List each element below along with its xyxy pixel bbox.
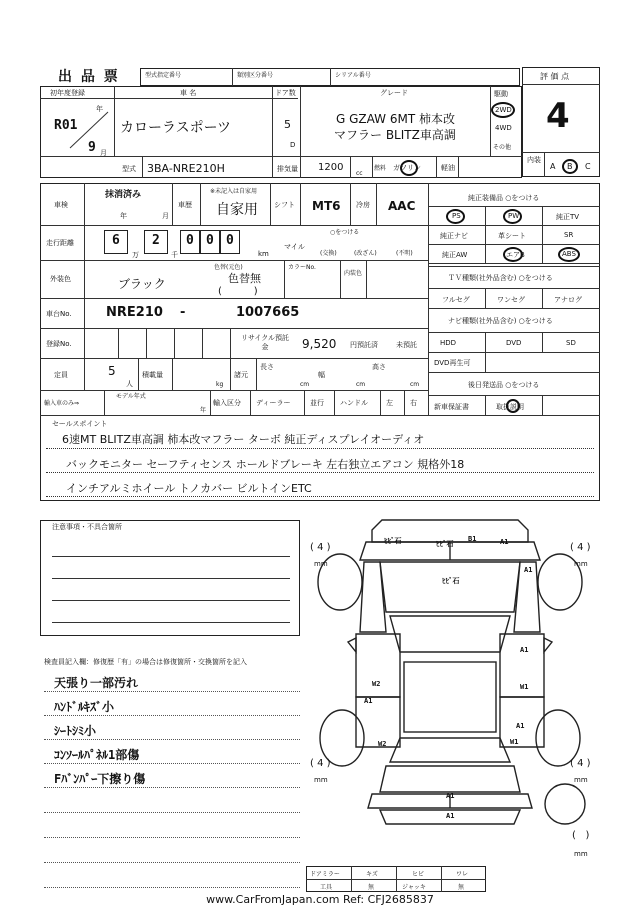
fuel-gasoline: ガソリン: [393, 164, 421, 172]
mark-6: ﾋﾋﾞ石: [442, 577, 460, 585]
tools-header-1: ドアミラー: [310, 871, 340, 878]
mile-unknown: (不明): [396, 250, 413, 257]
mark-3: B1: [468, 535, 477, 543]
color-change-value: 色替無: [228, 272, 261, 285]
tread-rr-unit: mm: [574, 776, 588, 784]
equip-airbag: エアB: [506, 251, 525, 259]
inspection-month-unit: 月: [162, 212, 169, 220]
mile-label: マイル: [284, 243, 305, 251]
mark-10: W1: [520, 683, 529, 691]
navi-title: ナビ種類(社外品含む) ○をつける: [448, 317, 553, 325]
tools-header-4: ワレ: [456, 871, 469, 878]
equip-pw: PW: [508, 212, 520, 220]
recycle-suffix: 円預託済: [350, 341, 378, 349]
equipment-title: 純正装備品 ○をつける: [468, 194, 540, 202]
navi-dvd: DVD: [506, 339, 522, 347]
color-label: 外装色: [50, 275, 71, 283]
chassis-number: 1007665: [236, 305, 300, 320]
note-item-2: ﾊﾝﾄﾞﾙｷｽﾞ小: [54, 700, 115, 714]
grade-line-1: G GZAW 6MT 柿本改: [336, 112, 455, 126]
tv-oneseg: ワンセグ: [497, 296, 525, 304]
load-unit: kg: [216, 381, 224, 388]
import-class-label: 輸入区分: [213, 399, 241, 407]
equip-ps: PS: [452, 212, 461, 220]
mileage-circle-hint: ○をつける: [330, 229, 360, 236]
usage-label: 車歴: [178, 201, 192, 209]
score-label: 評 価 点: [540, 72, 570, 81]
tv-title: ＴＶ種類(社外品含む) ○をつける: [448, 274, 553, 282]
after-manual: 取扱説明: [496, 403, 524, 411]
doors-label: ドア数: [275, 89, 296, 97]
tools-value-4: 無: [458, 884, 465, 891]
note-item-3: ｼｰﾄｼﾐ小: [54, 724, 97, 738]
spare-tread-unit: mm: [574, 850, 588, 858]
dim-length: 長さ: [260, 363, 274, 371]
capacity-unit: 人: [126, 380, 133, 388]
usage-note: ※未記入は自家用: [210, 188, 258, 195]
drive-2wd-circle: [491, 102, 515, 118]
note-item-5: Fﾊﾞﾝﾊﾟｰ下擦り傷: [54, 772, 146, 786]
equip-abs: ABS: [562, 250, 576, 258]
mileage-unit-man: 万: [132, 251, 139, 259]
recycle-value: 9,520: [302, 337, 337, 351]
drive-label: 駆動: [494, 90, 508, 98]
mark-13: W1: [510, 738, 519, 746]
tread-rr: ( 4 ): [570, 758, 591, 769]
chassis-dash: -: [180, 305, 186, 320]
equip-sr: SR: [564, 231, 574, 239]
header-col-2: 類別区分番号: [237, 72, 274, 79]
displacement-value: 1200: [318, 162, 344, 173]
car-name-value: カローラスポーツ: [120, 120, 232, 136]
chassis-label: 車台No.: [46, 310, 72, 318]
equip-navi: 純正ナビ: [440, 232, 468, 240]
dim-length-unit: cm: [300, 381, 310, 388]
aircon-value: AAC: [388, 199, 416, 213]
color-paren: ( ): [218, 286, 258, 297]
import-parallel: 並行: [310, 399, 324, 407]
inspector-label: 検査員記入欄：修復歴「有」の場合は修復箇所・交換箇所を記入: [44, 658, 247, 666]
year-suffix: 年: [96, 105, 103, 113]
mile-tampered: (改ざん): [354, 250, 377, 257]
mark-9: A1: [364, 697, 373, 705]
dim-height: 高さ: [372, 363, 386, 371]
import-right: 右: [410, 399, 417, 407]
tv-analog: アナログ: [554, 296, 582, 304]
aircon-label: 冷房: [356, 201, 370, 209]
fuel-diesel: 軽油: [441, 164, 455, 172]
header-col-3: シリアル番号: [335, 72, 371, 79]
tools-value-3: ジャッキ: [402, 884, 426, 891]
color-no-label: カラーNo.: [288, 264, 316, 271]
tread-fl: ( 4 ): [310, 542, 331, 553]
mark-1: ﾋﾋﾞ石: [384, 537, 402, 545]
shift-value: MT6: [312, 199, 341, 213]
usage-value: 自家用: [216, 202, 258, 218]
fuel-gasoline-circle: [400, 160, 418, 176]
import-left: 左: [386, 399, 393, 407]
equip-aw: 純正AW: [442, 251, 468, 259]
dim-height-unit: cm: [410, 381, 420, 388]
drive-other: その他: [493, 144, 512, 151]
displacement-unit: cc: [356, 170, 363, 177]
doors-d: D: [290, 141, 296, 149]
tread-fr-unit: mm: [574, 560, 588, 568]
load-label: 積載量: [142, 371, 163, 379]
mark-11: W2: [378, 740, 387, 748]
dims-label: 諸元: [234, 371, 248, 379]
mark-7: A1: [520, 646, 529, 654]
doors-value: 5: [284, 118, 291, 131]
month-suffix: 月: [100, 149, 107, 157]
interior-c: C: [585, 162, 591, 171]
grade-line-2: マフラー BLITZ車高調: [334, 128, 456, 142]
equip-pw-circle: [503, 209, 522, 224]
import-label: 輸入車のみ⇒: [44, 400, 80, 407]
reg-label: 登録No.: [46, 340, 72, 348]
equip-leather: 革シート: [498, 232, 526, 240]
interior-b: B: [567, 162, 573, 171]
mileage-label: 走行距離: [46, 239, 74, 247]
after-warranty: 新車保証書: [434, 403, 469, 411]
mile-exchanged: (交換): [320, 250, 337, 257]
capacity-label: 定員: [54, 371, 68, 379]
import-dealer: ディーラー: [256, 399, 291, 407]
model-year-unit: 年: [200, 407, 207, 414]
interior-b-circle: [562, 159, 578, 174]
mark-8: W2: [372, 680, 381, 688]
footer-ref: www.CarFromJapan.com Ref: CFJ2685837: [206, 893, 434, 906]
sales-line-2: バックモニター セーフティセンス ホールドブレーキ 左右独立エアコン 規格外18: [66, 458, 465, 471]
fuel-label: 燃料: [374, 165, 387, 172]
mark-15: A1: [446, 812, 455, 820]
notes-label: 注意事項・不具合箇所: [52, 523, 122, 531]
tread-fl-unit: mm: [314, 560, 328, 568]
model-label: 型式: [122, 165, 136, 173]
tread-rl-unit: mm: [314, 776, 328, 784]
shift-label: シフト: [274, 201, 295, 209]
tread-rl: ( 4 ): [310, 758, 331, 769]
inspection-value: 抹消済み: [105, 190, 142, 200]
dim-width: 幅: [318, 371, 325, 379]
tv-fullseg: フルセグ: [442, 296, 470, 304]
mark-12: A1: [516, 722, 525, 730]
drive-2wd: 2WD: [495, 106, 512, 114]
first-reg-month: 9: [88, 140, 96, 155]
recycle-label: リサイクル預託金: [240, 334, 290, 351]
navi-dvd-play: DVD再生可: [434, 359, 471, 367]
sales-line-1: 6速MT BLITZ車高調 柿本改マフラー ターボ 純正ディスプレイオーディオ: [62, 433, 425, 446]
first-reg-label: 初年度登録: [50, 89, 85, 97]
tools-header-3: ヒビ: [412, 871, 425, 878]
equip-airbag-circle: [503, 247, 523, 262]
tools-value-2: 無: [368, 884, 375, 891]
equip-ps-circle: [446, 209, 465, 224]
displacement-label: 排気量: [277, 165, 298, 173]
interior-a: A: [550, 162, 556, 171]
mark-14: A1: [446, 792, 455, 800]
equip-abs-circle: [558, 247, 580, 262]
color-change-label: 色替(元色): [214, 264, 243, 271]
after-manual-circle: [506, 399, 520, 413]
chassis-prefix: NRE210: [106, 305, 163, 320]
interior-color-label: 内装色: [344, 270, 363, 277]
model-year-label: モデル年式: [116, 393, 146, 400]
inspection-year-unit: 年: [120, 212, 127, 220]
drive-4wd: 4WD: [495, 124, 512, 132]
equip-tv: 純正TV: [556, 213, 580, 221]
navi-sd: SD: [566, 339, 576, 347]
navi-hdd: HDD: [440, 339, 457, 347]
car-damage-diagram: [300, 512, 600, 862]
inspection-label: 車検: [54, 201, 68, 209]
grade-label: グレード: [380, 89, 408, 97]
dim-width-unit: cm: [356, 381, 366, 388]
mileage-digit-2: 2: [152, 233, 160, 248]
color-value: ブラック: [118, 277, 166, 291]
capacity-value: 5: [108, 364, 116, 378]
mark-4: A1: [500, 538, 509, 546]
mileage-unit-sen: 千: [171, 251, 178, 259]
mileage-digit-3: 0: [186, 233, 194, 248]
spare-tread: ( ): [572, 830, 590, 841]
sales-label: セールスポイント: [52, 420, 108, 428]
note-item-4: ｺﾝｿｰﾙﾊﾟﾈﾙ1部傷: [54, 748, 140, 762]
header-col-1: 型式指定番号: [145, 72, 182, 79]
mark-5: A1: [524, 566, 533, 574]
model-value: 3BA-NRE210H: [147, 162, 225, 175]
recycle-note: 未預託: [396, 341, 417, 349]
form-title: 出 品 票: [58, 69, 120, 85]
sales-line-3: インチアルミホイール トノカバー ビルトインETC: [66, 482, 312, 495]
car-name-label: 車 名: [180, 89, 197, 97]
note-item-1: 天張り一部汚れ: [54, 676, 139, 690]
tread-fr: ( 4 ): [570, 542, 591, 553]
mark-2: ﾋﾋﾞ石: [436, 540, 454, 548]
interior-label: 内装: [527, 156, 541, 164]
import-handle: ハンドル: [340, 399, 368, 407]
score-value: 4: [546, 96, 570, 136]
after-title: 後日発送品 ○をつける: [468, 381, 540, 389]
mileage-digit-1: 6: [112, 233, 120, 248]
tools-header-2: キズ: [366, 871, 378, 878]
mileage-digit-4: 0: [206, 233, 214, 248]
tools-value-1: 工具: [320, 884, 333, 891]
mileage-digit-5: 0: [226, 233, 234, 248]
first-reg-era: R01: [54, 118, 78, 133]
mileage-unit-km: km: [258, 250, 269, 258]
